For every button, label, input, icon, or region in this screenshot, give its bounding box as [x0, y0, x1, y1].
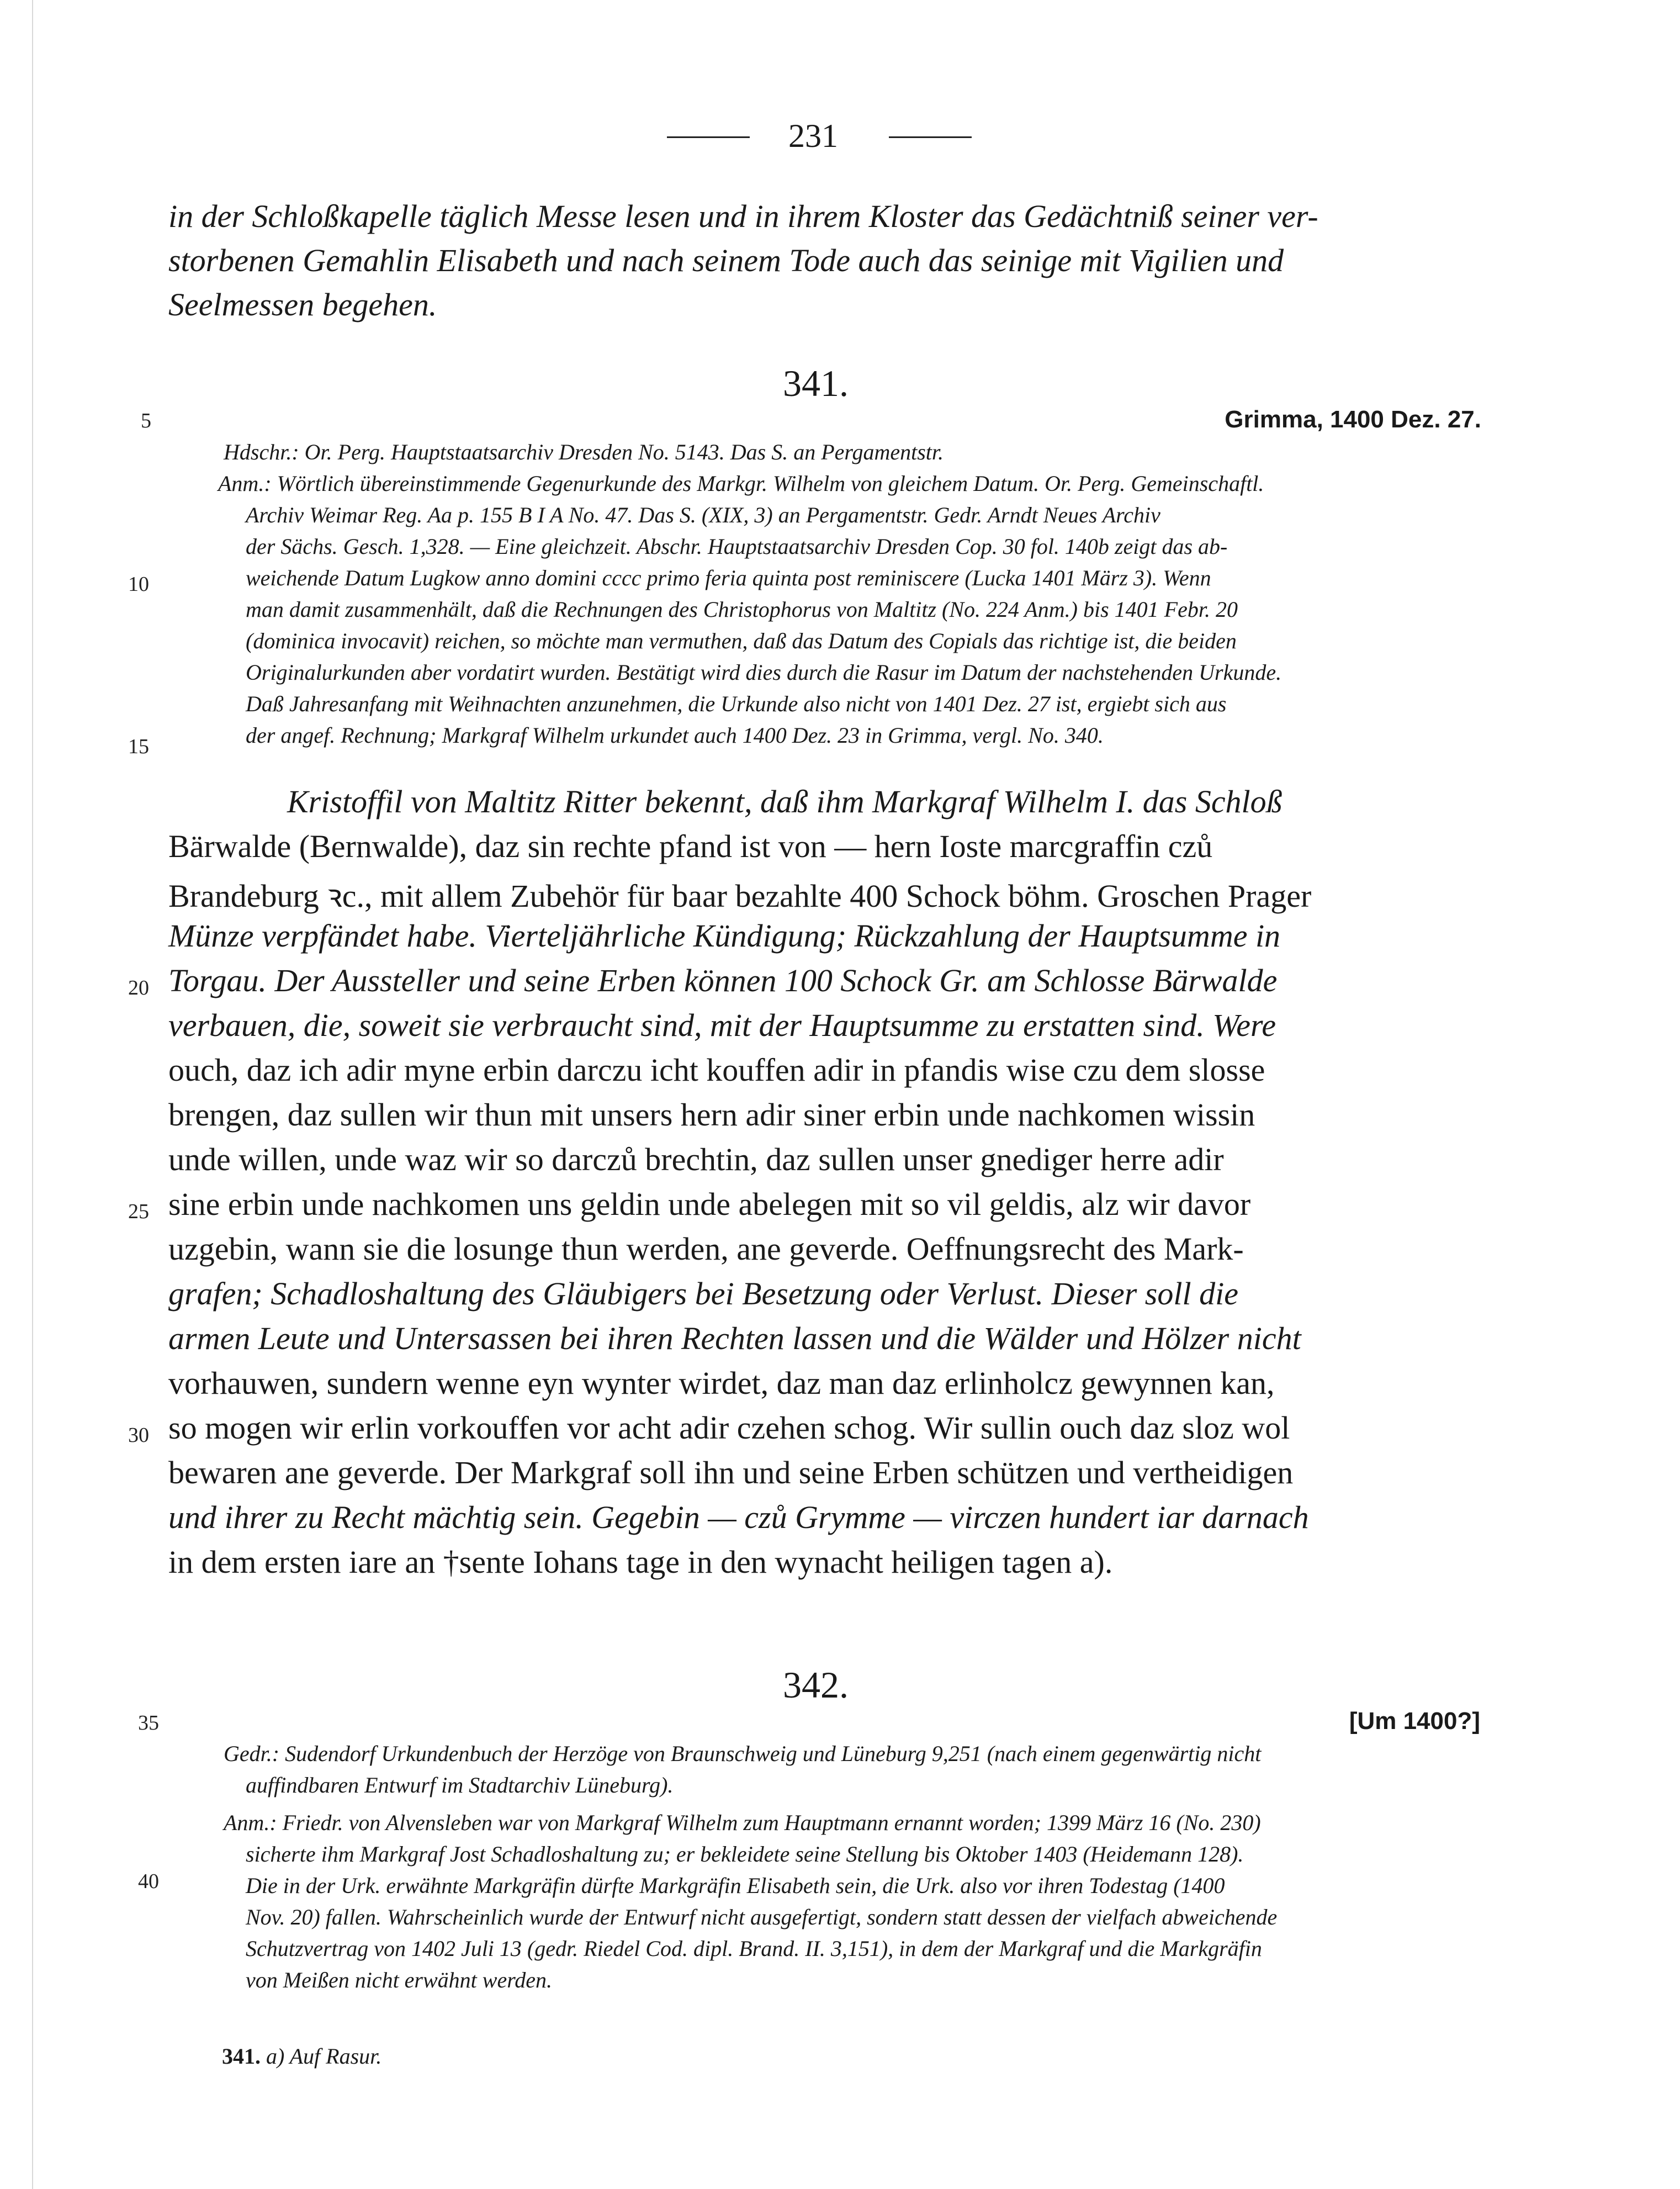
note-line: Anm.: Wörtlich übereinstimmende Gegenurkunde des Markgr. Wilhelm von gleichem Datum. Or. Perg. Gemeinschaftl.	[218, 471, 1264, 496]
margin-line-number: 25	[128, 1200, 149, 1223]
body-line: unde willen, unde waz wir so darczů brechtin, daz sullen unser gnediger herre adir	[168, 1141, 1224, 1177]
body-line: uzgebin, wann sie die losunge thun werden, ane geverde. Oeffnungsrecht des Mark-	[168, 1231, 1244, 1267]
footnote-text: a) Auf Rasur.	[266, 2044, 382, 2069]
margin-line-number: 40	[138, 1870, 159, 1893]
note-line: Die in der Urk. erwähnte Markgräfin dürfte Markgräfin Elisabeth sein, die Urk. also vor ihren Todestag (1400	[246, 1873, 1225, 1898]
page-number: 231	[788, 118, 838, 154]
apparatus-notes-342	[224, 1741, 1493, 2000]
document-dateline-342: [Um 1400?]	[1349, 1707, 1480, 1735]
body-line: so mogen wir erlin vorkouffen vor acht adir czehen schog. Wir sullin ouch daz sloz wol	[168, 1410, 1290, 1446]
body-line: vorhauwen, sundern wenne eyn wynter wirdet, daz man daz erlinholcz gewynnen kan,	[168, 1365, 1275, 1401]
note-line: Nov. 20) fallen. Wahrscheinlich wurde der Entwurf nicht ausgefertigt, sondern statt dessen der vielfach abweichende	[246, 1905, 1278, 1929]
document-number-342: 342.	[783, 1664, 849, 1706]
body-line: sine erbin unde nachkomen uns geldin unde abelegen mit so vil geldis, alz wir davor	[168, 1186, 1251, 1222]
margin-line-number: 15	[128, 735, 149, 758]
body-line: brengen, daz sullen wir thun mit unsers hern adir siner erbin unde nachkomen wissin	[168, 1097, 1255, 1133]
note-line: weichende Datum Lugkow anno domini cccc primo feria quinta post reminiscere (Lucka 1401 März 3). Wenn	[246, 565, 1211, 590]
note-line: der angef. Rechnung; Markgraf Wilhelm urkundet auch 1400 Dez. 23 in Grimma, vergl. No. 340.	[246, 723, 1104, 748]
body-line: ouch, daz ich adir myne erbin darczu icht kouffen adir in pfandis wise czu dem slosse	[168, 1052, 1265, 1088]
intro-line: in der Schloßkapelle täglich Messe lesen und in ihrem Kloster das Gedächtniß seiner ver-	[168, 198, 1318, 234]
note-line: Originalurkunden aber vordatirt wurden. Bestätigt wird dies durch die Rasur im Datum der nachstehenden Urkunde.	[246, 660, 1282, 685]
scan-edge	[32, 0, 33, 2189]
body-line: verbauen, die, soweit sie verbraucht sind, mit der Hauptsumme zu erstatten sind. Were	[168, 1007, 1276, 1043]
body-line: Torgau. Der Aussteller und seine Erben können 100 Schock Gr. am Schlosse Bärwalde	[168, 963, 1278, 998]
body-line: Brandeburg ꝛc., mit allem Zubehör für baar bezahlte 400 Schock böhm. Groschen Prager	[168, 878, 1312, 914]
intro-paragraph	[168, 198, 1482, 330]
intro-line: Seelmessen begehen.	[168, 287, 437, 322]
note-line: Schutzvertrag von 1402 Juli 13 (gedr. Riedel Cod. dipl. Brand. II. 3,151), in dem der Markgraf und die Markgräfin	[246, 1936, 1262, 1961]
note-line: Archiv Weimar Reg. Aa p. 155 B I A No. 47. Das S. (XIX, 3) an Pergamentstr. Gedr. Arndt Neues Archiv	[246, 503, 1160, 527]
body-line: Münze verpfändet habe. Vierteljährliche Kündigung; Rückzahlung der Hauptsumme in	[168, 918, 1281, 954]
body-line: grafen; Schadloshaltung des Gläubigers bei Besetzung oder Verlust. Dieser soll die	[168, 1276, 1238, 1312]
body-line: und ihrer zu Recht mächtig sein. Gegebin — czů Grymme — virczen hundert iar darnach	[168, 1499, 1309, 1535]
note-line: (dominica invocavit) reichen, so möchte man vermuthen, daß das Datum des Copials das richtige ist, die beiden	[246, 628, 1237, 653]
footnote-ref: 341.	[222, 2044, 261, 2069]
margin-line-number: 10	[128, 573, 149, 596]
note-line: Anm.: Friedr. von Alvensleben war von Markgraf Wilhelm zum Hauptmann ernannt worden; 1399 März 16 (No. 230)	[224, 1810, 1261, 1835]
document-body-341	[168, 783, 1488, 1611]
body-line: in dem ersten iare an †sente Iohans tage in den wynacht heiligen tagen a).	[168, 1544, 1113, 1580]
note-line: Gedr.: Sudendorf Urkundenbuch der Herzöge von Braunschweig und Lüneburg 9,251 (nach einem gegenwärtig nicht	[224, 1741, 1262, 1766]
margin-line-number: 30	[128, 1424, 149, 1447]
note-line: der Sächs. Gesch. 1,328. — Eine gleichzeit. Abschr. Hauptstaatsarchiv Dresden Cop. 30 fol. 140b zeigt das ab-	[246, 534, 1228, 559]
document-dateline-341: Grimma, 1400 Dez. 27.	[1225, 406, 1481, 433]
footnote	[222, 2043, 381, 2069]
header-rule-left	[667, 136, 750, 138]
note-line: man damit zusammenhält, daß die Rechnungen des Christophorus von Maltitz (No. 224 Anm.) bis 1401 Febr. 20	[246, 597, 1238, 622]
note-line: sicherte ihm Markgraf Jost Schadloshaltung zu; er bekleidete seine Stellung bis Oktober 1403 (Heidemann 128).	[246, 1842, 1244, 1867]
intro-line: storbenen Gemahlin Elisabeth und nach seinem Tode auch das seinige mit Vigilien und	[168, 242, 1284, 278]
note-line: Daß Jahresanfang mit Weihnachten anzunehmen, die Urkunde also nicht von 1401 Dez. 27 ist, ergiebt sich aus	[246, 691, 1227, 716]
body-line: Bärwalde (Bernwalde), daz sin rechte pfand ist von — hern Ioste marcgraffin czů	[168, 828, 1213, 864]
apparatus-notes-341	[218, 439, 1488, 759]
note-line: von Meißen nicht erwähnt werden.	[246, 1968, 553, 1992]
header-rule-right	[889, 136, 972, 138]
document-number-341: 341.	[783, 362, 849, 404]
body-line: armen Leute und Untersassen bei ihren Rechten lassen und die Wälder und Hölzer nicht	[168, 1320, 1301, 1356]
body-line: Kristoffil von Maltitz Ritter bekennt, daß ihm Markgraf Wilhelm I. das Schloß	[287, 784, 1282, 819]
body-line: bewaren ane geverde. Der Markgraf soll ihn und seine Erben schützen und vertheidigen	[168, 1455, 1294, 1490]
margin-line-number: 35	[138, 1711, 159, 1735]
note-line: Hdschr.: Or. Perg. Hauptstaatsarchiv Dresden No. 5143. Das S. an Pergamentstr.	[224, 440, 944, 464]
note-line: auffindbaren Entwurf im Stadtarchiv Lüneburg).	[246, 1773, 674, 1797]
margin-line-number: 5	[141, 409, 151, 432]
margin-line-number: 20	[128, 976, 149, 1000]
